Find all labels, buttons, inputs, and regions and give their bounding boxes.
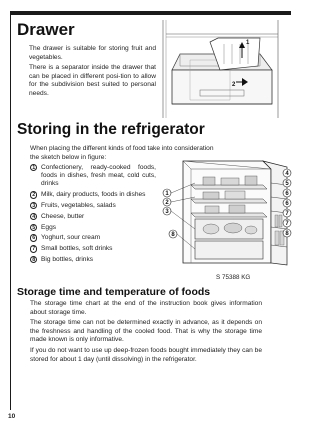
fridge-marker-8-right: 8: [285, 231, 289, 238]
list-item: [30, 256, 156, 264]
item-text: Yoghurt, sour cream: [41, 234, 101, 242]
page-number: 10: [8, 413, 16, 420]
section-title-storing: Storing in the refrigerator: [17, 121, 205, 138]
item-number-badge: 1: [30, 164, 37, 171]
fridge-marker-4: 4: [285, 171, 289, 178]
list-item: [30, 202, 156, 210]
item-text: Confectionery, ready-cooked foods, foods in dishes, fresh meat, cold cuts, drinks: [41, 164, 156, 188]
header-bar: [10, 11, 291, 15]
item-number-badge: 2: [30, 191, 37, 198]
item-text: Eggs: [41, 223, 57, 231]
storing-intro: When placing the different kinds of food take into consideration the sketch below in figure:: [30, 145, 214, 161]
fridge-marker-5: 5: [285, 181, 289, 188]
fridge-marker-7a: 7: [285, 211, 289, 218]
item-number-badge: 8: [30, 256, 37, 263]
list-item: [30, 245, 156, 253]
food-placement-list: [30, 164, 156, 267]
fridge-marker-1: 1: [165, 191, 169, 198]
fridge-marker-8-left: 8: [171, 232, 175, 239]
item-text: Small bottles, soft drinks: [41, 245, 113, 253]
list-item: [30, 191, 156, 199]
drawer-fig-marker-2: 2: [232, 82, 236, 88]
item-number-badge: 5: [30, 224, 37, 231]
drawer-fig-marker-1: 1: [246, 40, 250, 46]
drawer-paragraph-1: The drawer is suitable for storing fruit and vegetables.: [29, 45, 156, 61]
refrigerator-sketch: [159, 155, 293, 267]
item-number-badge: 7: [30, 245, 37, 252]
drawer-paragraph-2: There is a separator inside the drawer that can be placed in different posi-tion to allow for the subdivision best suited to personal needs.: [29, 64, 156, 97]
section-title-storage-time: Storage time and temperature of foods: [17, 286, 211, 298]
item-number-badge: 6: [30, 234, 37, 241]
fridge-marker-6a: 6: [285, 191, 289, 198]
fridge-marker-2: 2: [165, 200, 169, 207]
item-text: Milk, dairy products, foods in dishes: [41, 191, 146, 199]
item-text: Big bottles, drinks: [41, 255, 94, 263]
item-number-badge: 3: [30, 202, 37, 209]
item-number-badge: 4: [30, 213, 37, 220]
storage-time-paragraph-1: The storage time chart at the end of the instruction book gives information about storage time.: [30, 300, 262, 316]
fridge-marker-3: 3: [165, 209, 169, 216]
storage-time-paragraph-2: The storage time can not be determined exactly in advance, as it depends on the freshness and handling of the cooled food. That is why the storage time made known is only informative.: [30, 319, 262, 344]
storage-time-paragraph-3: If you do not want to use up deep-frozen foods bought immediately they can be stored for about 1 day (until dissolving) in the refrigerator.: [30, 347, 262, 363]
figure-code: S 75388 KG: [216, 274, 251, 281]
fridge-marker-6b: 6: [285, 201, 289, 208]
drawer-illustration: [160, 20, 284, 118]
item-text: Cheese, butter: [41, 212, 85, 220]
item-text: Fruits, vegetables, salads: [41, 202, 116, 209]
fridge-marker-7b: 7: [285, 221, 289, 228]
margin-rule: [10, 15, 11, 410]
list-item: [30, 213, 156, 221]
section-title-drawer: Drawer: [17, 20, 75, 39]
list-item: [30, 234, 156, 242]
list-item: [30, 164, 156, 189]
list-item: [30, 224, 156, 232]
